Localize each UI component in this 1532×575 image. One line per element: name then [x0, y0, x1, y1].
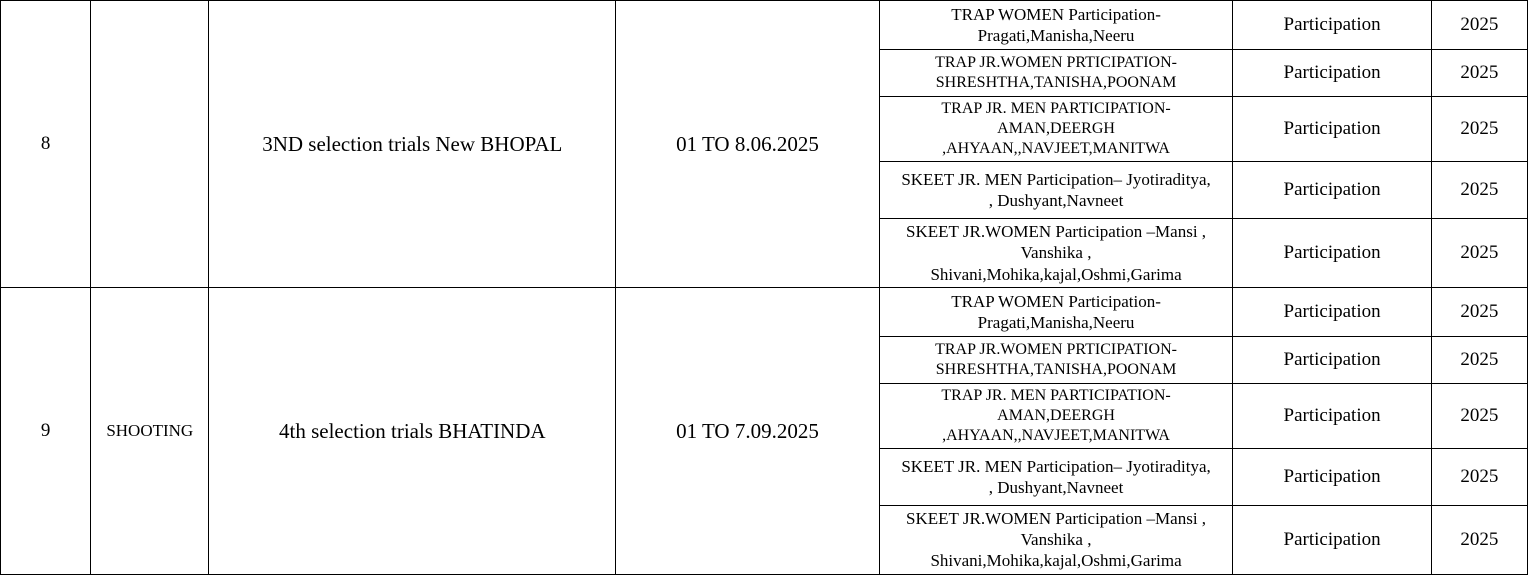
detail-line: Shivani,Mohika,kajal,Oshmi,Garima	[930, 264, 1182, 284]
cell-year: 2025	[1431, 336, 1527, 383]
cell-year: 2025	[1431, 287, 1527, 336]
cell-event: 3ND selection trials New BHOPAL	[209, 1, 616, 288]
cell-year: 2025	[1431, 97, 1527, 162]
cell-year: 2025	[1431, 219, 1527, 288]
detail-line: SKEET JR.WOMEN Participation –Mansi ,	[906, 222, 1207, 241]
cell-detail	[879, 97, 1233, 162]
detail-line: SKEET JR.WOMEN Participation –Mansi ,	[906, 508, 1207, 528]
cell-status: Participation	[1233, 50, 1431, 97]
detail-line: , Dushyant,Navneet	[988, 191, 1124, 210]
cell-year: 2025	[1431, 50, 1527, 97]
detail-line: Vanshika ,	[1020, 243, 1092, 263]
cell-status: Participation	[1233, 162, 1431, 219]
detail-line: Pragati,Manisha,Neeru	[977, 312, 1135, 332]
cell-serial-number: 9	[1, 287, 91, 574]
cell-detail	[879, 383, 1233, 448]
cell-year: 2025	[1431, 1, 1527, 50]
detail-line: SKEET JR. MEN Participation– Jyotiraditya,	[901, 169, 1211, 189]
detail-line: AMAN,DEERGH	[997, 406, 1115, 424]
cell-year: 2025	[1431, 448, 1527, 505]
cell-serial-number: 8	[1, 1, 91, 288]
table-row	[1, 287, 1528, 336]
detail-line: , Dushyant,Navneet	[988, 477, 1124, 497]
cell-status: Participation	[1233, 1, 1431, 50]
cell-status: Participation	[1233, 287, 1431, 336]
cell-detail	[879, 336, 1233, 383]
cell-year: 2025	[1431, 505, 1527, 574]
table-row	[1, 1, 1528, 50]
detail-line: AMAN,DEERGH	[997, 120, 1115, 137]
detail-line: SHRESHTHA,TANISHA,POONAM	[935, 74, 1177, 91]
detail-line: TRAP JR.WOMEN PRTICIPATION-	[935, 54, 1177, 71]
cell-detail	[879, 162, 1233, 219]
detail-line: SHRESHTHA,TANISHA,POONAM	[935, 360, 1177, 378]
cell-status: Participation	[1233, 448, 1431, 505]
cell-detail	[879, 448, 1233, 505]
cell-status: Participation	[1233, 505, 1431, 574]
cell-status: Participation	[1233, 383, 1431, 448]
detail-line: TRAP JR.WOMEN PRTICIPATION-	[935, 340, 1177, 358]
cell-status: Participation	[1233, 336, 1431, 383]
cell-year: 2025	[1431, 383, 1527, 448]
cell-status: Participation	[1233, 219, 1431, 288]
cell-event: 4th selection trials BHATINDA	[209, 287, 616, 574]
detail-line: TRAP WOMEN Participation-	[951, 4, 1161, 24]
detail-line: TRAP JR. MEN PARTICIPATION-	[941, 386, 1171, 404]
detail-line: Vanshika ,	[1020, 530, 1092, 549]
detail-line: Pragati,Manisha,Neeru	[977, 26, 1135, 45]
detail-line: SKEET JR. MEN Participation– Jyotiraditya,	[901, 456, 1211, 476]
cell-year: 2025	[1431, 162, 1527, 219]
detail-line: ,AHYAAN,,NAVJEET,MANITWA	[942, 140, 1170, 157]
cell-detail	[879, 287, 1233, 336]
cell-detail	[879, 50, 1233, 97]
cell-sport: SHOOTING	[91, 287, 209, 574]
cell-detail	[879, 219, 1233, 288]
detail-line: TRAP JR. MEN PARTICIPATION-	[941, 100, 1171, 117]
detail-line: TRAP WOMEN Participation-	[951, 291, 1161, 311]
cell-status: Participation	[1233, 97, 1431, 162]
cell-date: 01 TO 7.09.2025	[616, 287, 880, 574]
cell-date: 01 TO 8.06.2025	[616, 1, 880, 288]
cell-detail	[879, 505, 1233, 574]
cell-sport	[91, 1, 209, 288]
cell-detail	[879, 1, 1233, 50]
detail-line: ,AHYAAN,,NAVJEET,MANITWA	[942, 426, 1170, 444]
detail-line: Shivani,Mohika,kajal,Oshmi,Garima	[930, 551, 1182, 571]
